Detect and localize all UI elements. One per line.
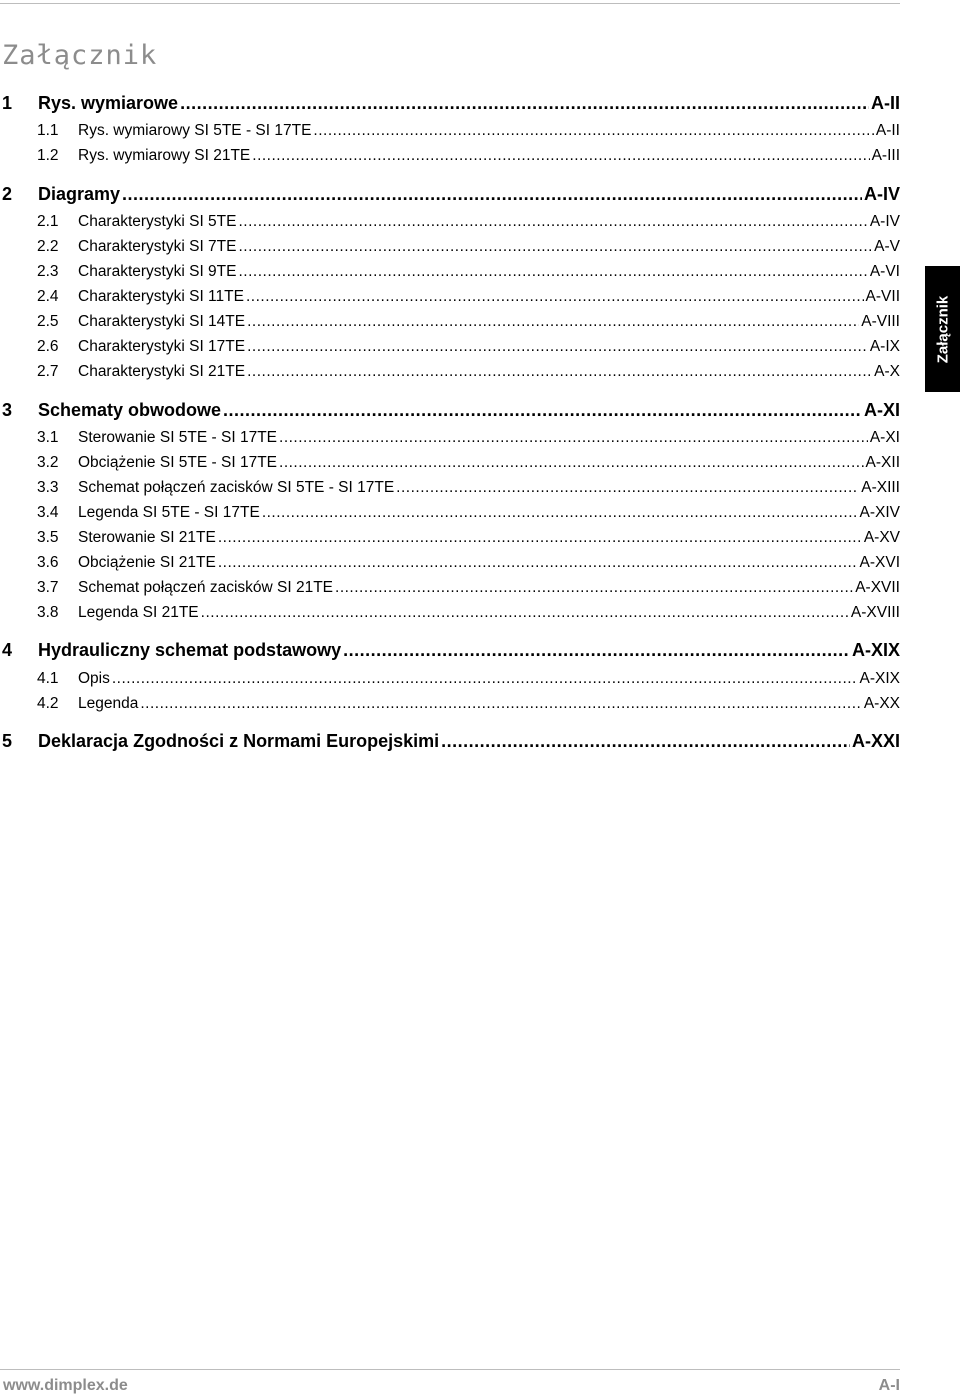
toc-entry-title: Rys. wymiarowy SI 5TE - SI 17TE — [78, 122, 312, 139]
toc-entry-page: A-IV — [864, 184, 900, 204]
toc-entry-number: 2.2 — [37, 238, 59, 255]
toc-entry-title: Obciążenie SI 5TE - SI 17TE — [78, 454, 278, 471]
toc-entry[interactable] — [0, 338, 900, 356]
toc-entry[interactable] — [0, 122, 900, 140]
toc-entry-number: 1.1 — [37, 122, 59, 139]
toc-entry-page: A-XIII — [861, 479, 900, 496]
toc-entry[interactable] — [0, 454, 900, 472]
toc-entry[interactable] — [0, 429, 900, 447]
toc-entry-title: Deklaracja Zgodności z Normami Europejskimi — [38, 731, 440, 751]
toc-leader-dots — [223, 400, 862, 421]
toc-entry-title: Legenda SI 21TE — [78, 604, 199, 621]
side-tab-label: Załącznik — [934, 295, 951, 363]
toc-entry-title: Sterowanie SI 21TE — [78, 529, 216, 546]
toc-entry-page: A-X — [874, 363, 900, 380]
toc-entry[interactable] — [0, 640, 900, 661]
toc-leader-dots — [441, 731, 850, 752]
toc-entry-page: A-XIX — [859, 670, 900, 687]
toc-entry-title: Rys. wymiarowy SI 21TE — [78, 147, 251, 164]
toc-entry-page: A-XV — [863, 529, 900, 546]
toc-entry[interactable] — [0, 731, 900, 752]
toc-entry-page: A-XVII — [855, 579, 900, 596]
toc-entry-number: 3.7 — [37, 579, 59, 596]
toc-leader-dots — [239, 263, 868, 281]
toc-entry-title: Charakterystyki SI 14TE — [78, 313, 246, 330]
toc-leader-dots — [343, 640, 850, 661]
toc-entry-number: 3.1 — [37, 429, 59, 446]
toc-leader-dots — [218, 529, 862, 547]
toc-entry-title: Charakterystyki SI 21TE — [78, 363, 246, 380]
toc-entry[interactable] — [0, 554, 900, 572]
toc-entry-page: A-IX — [869, 338, 900, 355]
toc-entry-page: A-XI — [869, 429, 900, 446]
toc-entry[interactable] — [0, 93, 900, 114]
toc-entry-title: Charakterystyki SI 7TE — [78, 238, 237, 255]
toc-entry-number: 3.3 — [37, 479, 59, 496]
toc-entry-title: Charakterystyki SI 9TE — [78, 263, 237, 280]
toc-entry-title: Schematy obwodowe — [38, 400, 222, 420]
toc-entry-number: 4 — [2, 640, 13, 660]
toc-leader-dots — [247, 338, 868, 356]
footer-website[interactable]: www.dimplex.de — [3, 1377, 128, 1394]
toc-leader-dots — [218, 554, 858, 572]
toc-entry-title: Schemat połączeń zacisków SI 5TE - SI 17TE — [78, 479, 395, 496]
toc-leader-dots — [239, 238, 873, 256]
toc-entry[interactable] — [0, 288, 900, 306]
toc-entry[interactable] — [0, 604, 900, 622]
toc-entry[interactable] — [0, 529, 900, 547]
toc-entry-page: A-VIII — [861, 313, 900, 330]
toc-entry-page: A-III — [871, 147, 900, 164]
toc-entry-number: 2.6 — [37, 338, 59, 355]
toc-entry-number: 2.4 — [37, 288, 59, 305]
toc-entry-number: 3.8 — [37, 604, 59, 621]
toc-entry[interactable] — [0, 479, 900, 497]
toc-entry[interactable] — [0, 695, 900, 713]
toc-entry-number: 2 — [2, 184, 13, 204]
toc-leader-dots — [313, 122, 873, 140]
toc-entry-page: A-II — [875, 122, 900, 139]
toc-entry[interactable] — [0, 313, 900, 331]
toc-leader-dots — [279, 454, 864, 472]
toc-entry-title: Schemat połączeń zacisków SI 21TE — [78, 579, 334, 596]
toc-entry-title: Legenda — [78, 695, 139, 712]
toc-entry-page: A-XIV — [859, 504, 900, 521]
toc-leader-dots — [246, 288, 864, 306]
toc-entry-page: A-VII — [865, 288, 900, 305]
toc-entry[interactable] — [0, 363, 900, 381]
toc-leader-dots — [396, 479, 859, 497]
toc-leader-dots — [140, 695, 861, 713]
toc-leader-dots — [180, 93, 869, 114]
toc-entry-title: Legenda SI 5TE - SI 17TE — [78, 504, 260, 521]
toc-entry-page: A-XXI — [851, 731, 900, 751]
toc-entry[interactable] — [0, 504, 900, 522]
toc-entry[interactable] — [0, 238, 900, 256]
toc-entry-title: Sterowanie SI 5TE - SI 17TE — [78, 429, 278, 446]
toc-leader-dots — [279, 429, 868, 447]
toc-entry-number: 2.5 — [37, 313, 59, 330]
toc-entry-page: A-XII — [865, 454, 900, 471]
toc-entry-number: 2.7 — [37, 363, 59, 380]
toc-leader-dots — [262, 504, 858, 522]
toc-entry-number: 5 — [2, 731, 13, 751]
toc-entry-title: Opis — [78, 670, 110, 687]
toc-entry-page: A-XVIII — [850, 604, 900, 621]
toc-entry-number: 3.4 — [37, 504, 59, 521]
toc-entry-number: 3.6 — [37, 554, 59, 571]
toc-entry[interactable] — [0, 670, 900, 688]
toc-entry[interactable] — [0, 213, 900, 231]
toc-entry-number: 2.3 — [37, 263, 59, 280]
toc-entry-number: 4.2 — [37, 695, 59, 712]
toc-entry-number: 2.1 — [37, 213, 59, 230]
toc-leader-dots — [112, 670, 858, 688]
toc-entry-page: A-XI — [864, 400, 900, 420]
toc-entry[interactable] — [0, 147, 900, 165]
toc-entry-number: 3.5 — [37, 529, 59, 546]
toc-entry-number: 4.1 — [37, 670, 59, 687]
toc-entry-number: 3 — [2, 400, 13, 420]
footer-page-number: A-I — [878, 1377, 900, 1394]
toc-entry-title: Charakterystyki SI 5TE — [78, 213, 237, 230]
toc-entry[interactable] — [0, 263, 900, 281]
toc-entry-title: Charakterystyki SI 17TE — [78, 338, 246, 355]
toc-entry[interactable] — [0, 400, 900, 421]
bottom-rule — [0, 1369, 900, 1370]
toc-entry-title: Rys. wymiarowe — [38, 93, 179, 113]
toc-entry-number: 1.2 — [37, 147, 59, 164]
toc-entry-page: A-XVI — [859, 554, 900, 571]
toc-leader-dots — [122, 184, 862, 205]
toc-entry-title: Hydrauliczny schemat podstawowy — [38, 640, 342, 660]
toc-entry-page: A-II — [871, 93, 900, 113]
toc-entry-number: 1 — [2, 93, 13, 113]
toc-leader-dots — [252, 147, 869, 165]
toc-entry-page: A-V — [874, 238, 900, 255]
toc-entry-page: A-IV — [869, 213, 900, 230]
toc-entry-title: Obciążenie SI 21TE — [78, 554, 216, 571]
toc-leader-dots — [247, 363, 872, 381]
toc-entry[interactable] — [0, 184, 900, 205]
toc-entry-page: A-XIX — [851, 640, 900, 660]
toc-leader-dots — [335, 579, 853, 597]
toc-entry-page: A-VI — [869, 263, 900, 280]
page-title: Załącznik — [2, 40, 158, 71]
toc-entry-title: Diagramy — [38, 184, 121, 204]
toc-entry-page: A-XX — [863, 695, 900, 712]
toc-leader-dots — [247, 313, 859, 331]
toc-entry-number: 3.2 — [37, 454, 59, 471]
toc-entry[interactable] — [0, 579, 900, 597]
toc-leader-dots — [201, 604, 849, 622]
toc-entry-title: Charakterystyki SI 11TE — [78, 288, 244, 305]
toc-leader-dots — [239, 213, 868, 231]
